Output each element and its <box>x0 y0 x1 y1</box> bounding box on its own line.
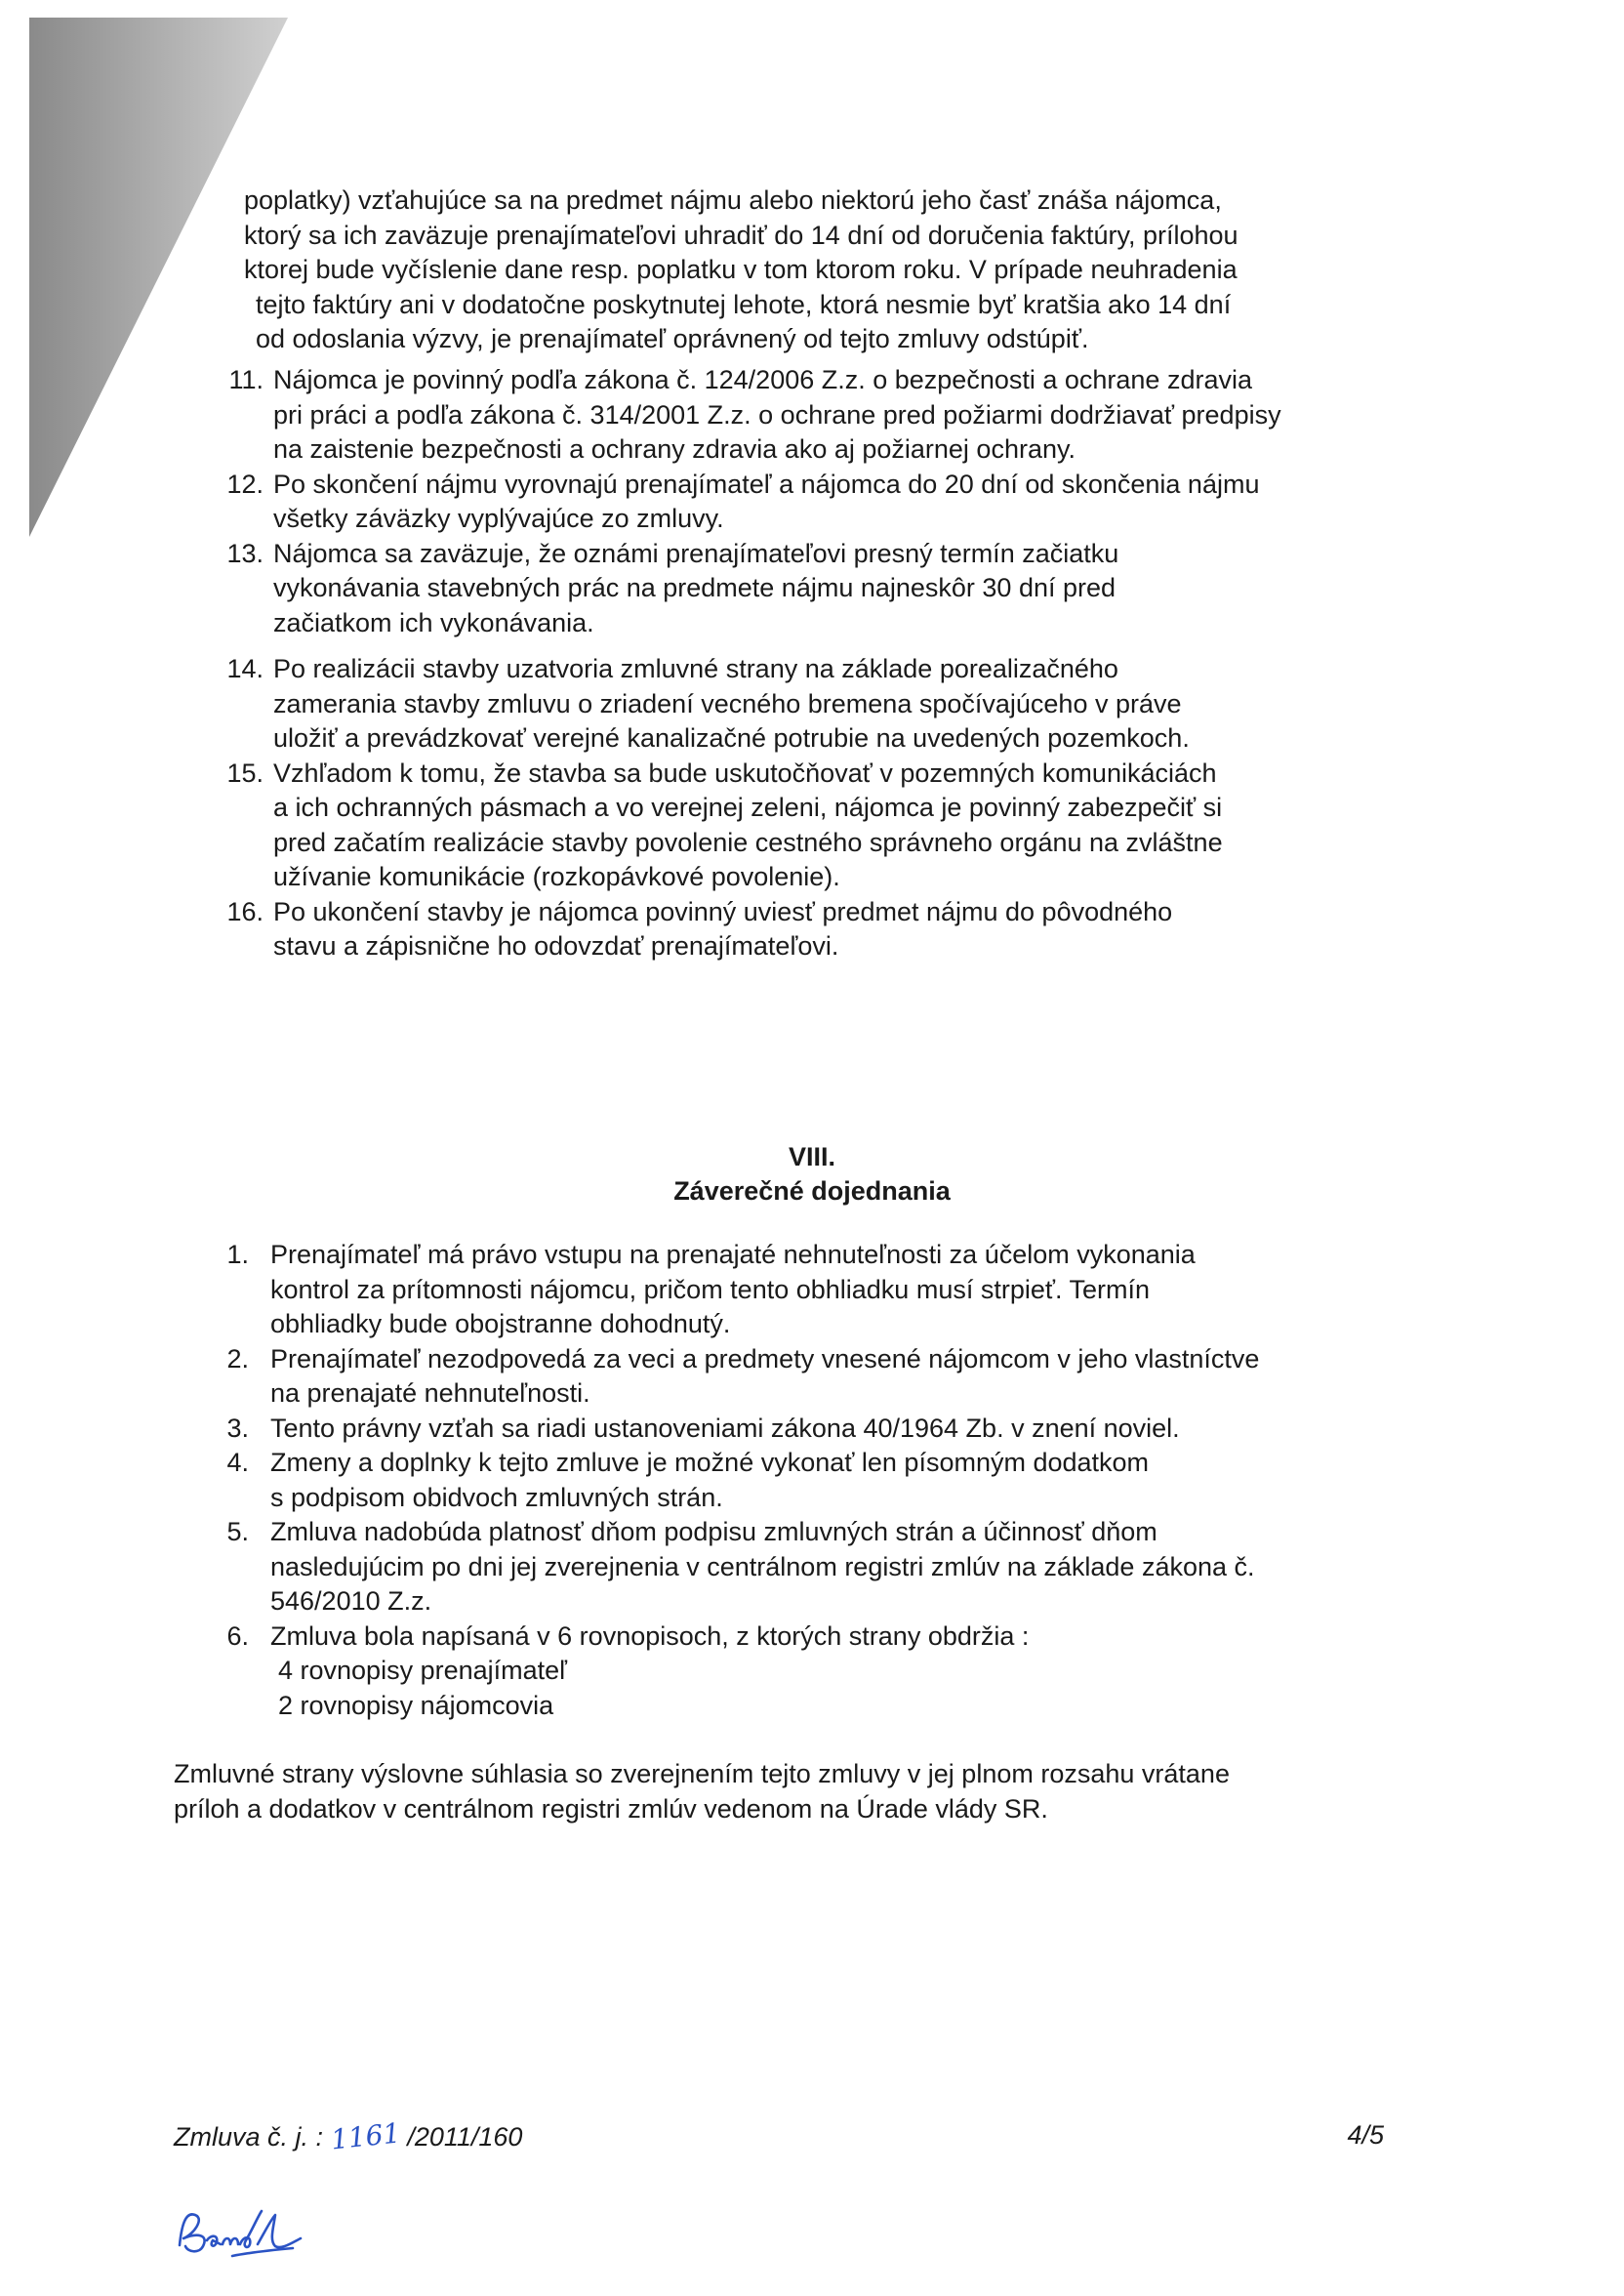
contract-prefix: Zmluva č. j. : <box>174 2122 324 2152</box>
item-text: Tento právny vzťah sa riadi ustanoveniami zákona 40/1964 Zb. v znení noviel. <box>270 1413 1180 1443</box>
item-text: Po ukončení stavby je nájomca povinný uviesť predmet nájmu do pôvodného stavu a zápisnične ho odovzdať prenajímateľovi. <box>273 896 1173 961</box>
item-number: 5. <box>226 1517 249 1546</box>
item-text: Nájomca je povinný podľa zákona č. 124/2006 Z.z. o bezpečnosti a ochrane zdravia pri práci a podľa zákona č. 314/2001 Z.z. o ochrane pred požiarmi dodržiavať predpisy na zaistenie bezpečnosti a ochrany zdravia ako aj požiarnej ochrany. <box>273 365 1281 464</box>
text-line: príloh a dodatkov v centrálnom registri zmlúv vedenom na Úrade vlády SR. <box>174 1793 1048 1824</box>
item-text: Zmluva bola napísaná v 6 rovnopisoch, z ktorých strany obdržia : 4 rovnopisy prenajímateľ 2 rovnopisy nájomcovia <box>270 1620 1420 1724</box>
item-number: 1. <box>226 1240 249 1269</box>
section-vii-list <box>210 363 1420 964</box>
item-number: 3. <box>226 1413 249 1443</box>
list-item <box>210 1238 1420 1342</box>
page-number: 4/5 <box>1347 2120 1384 2150</box>
paragraph-top <box>244 184 1420 357</box>
list-item <box>210 652 1420 757</box>
handwritten-contract-number: 1161 <box>329 2116 402 2156</box>
item-number: 14. <box>226 654 264 683</box>
text-line: tejto faktúry ani v dodatočne poskytnutej lehote, ktorá nesmie byť kratšia ako 14 dní <box>256 289 1232 319</box>
item-number: 15. <box>226 758 264 788</box>
list-item <box>210 895 1420 964</box>
item-number: 4. <box>226 1448 249 1477</box>
item-number: 16. <box>226 896 264 926</box>
item-text: Zmeny a doplnky k tejto zmluve je možné vykonať len písomným dodatkom s podpisom obidvoch zmluvných strán. <box>270 1448 1150 1512</box>
list-item <box>210 1342 1420 1412</box>
final-paragraph <box>174 1757 1418 1826</box>
item-number: 11. <box>228 365 264 394</box>
text-line: od odoslania výzvy, je prenajímateľ oprávnený od tejto zmluvy odstúpiť. <box>256 324 1089 353</box>
item-text: Vzhľadom k tomu, že stavba sa bude uskutočňovať v pozemných komunikáciách a ich ochranných pásmach a vo verejnej zeleni, nájomca je povinný zabezpečiť si pred začatím realizácie stavby povolenie cestného správneho orgánu na zvláštne užívanie komunikácie (rozkopávkové povolenie). <box>273 758 1223 891</box>
section-title: Záverečné dojednania <box>673 1176 951 1206</box>
item-text: Zmluva nadobúda platnosť dňom podpisu zmluvných strán a účinnosť dňom nasledujúcim po dni jej zverejnenia v centrálnom registri zmlúv na základe zákona č. 546/2010 Z.z. <box>270 1517 1255 1616</box>
page-footer <box>174 2116 1384 2156</box>
contract-suffix: /2011/160 <box>407 2122 523 2152</box>
contract-reference <box>174 2116 523 2156</box>
item-text: Prenajímateľ nezodpovedá za veci a predmety vnesené nájomcom v jeho vlastníctve na prenajaté nehnuteľnosti. <box>270 1343 1260 1408</box>
section-number: VIII. <box>788 1142 835 1171</box>
list-item <box>210 363 1420 468</box>
list-item <box>210 1515 1420 1620</box>
text-line: ktorej bude vyčíslenie dane resp. poplatku v tom ktorom roku. V prípade neuhradenia <box>244 255 1238 284</box>
list-item <box>210 757 1420 895</box>
item-number: 12. <box>226 469 264 499</box>
section-viii-list <box>210 1238 1420 1723</box>
handwritten-signature <box>174 2201 310 2270</box>
text-line: ktorý sa ich zaväzuje prenajímateľovi uhradiť do 14 dní od doručenia faktúry, prílohou <box>244 220 1238 250</box>
text-line: Zmluvné strany výslovne súhlasia so zverejnením tejto zmluvy v jej plnom rozsahu vrátane <box>174 1759 1230 1788</box>
text-line: poplatky) vzťahujúce sa na predmet nájmu alebo niektorú jeho časť znáša nájomca, <box>244 185 1222 215</box>
item-number: 2. <box>226 1343 249 1374</box>
list-item <box>210 537 1420 641</box>
list-item <box>210 1620 1420 1724</box>
list-item <box>210 1412 1420 1447</box>
item-text: Po skončení nájmu vyrovnajú prenajímateľ a nájomca do 20 dní od skončenia nájmu všetky záväzky vyplývajúce zo zmluvy. <box>273 469 1260 533</box>
item-text: Po realizácii stavby uzatvoria zmluvné strany na základe porealizačného zamerania stavby zmluvu o zriadení vecného bremena spočívajúceho v práve uložiť a prevádzkovať verejné kanalizačné potrubie na uvedených pozemkoch. <box>273 654 1190 753</box>
list-item <box>210 468 1420 537</box>
list-item <box>210 1446 1420 1515</box>
item-number: 6. <box>226 1620 249 1651</box>
item-text: Prenajímateľ má právo vstupu na prenajaté nehnuteľnosti za účelom vykonania kontrol za prítomnosti nájomcu, pričom tento obhliadku musí strpieť. Termín obhliadky bude obojstranne dohodnutý. <box>270 1240 1196 1338</box>
item-text: Nájomca sa zaväzuje, že oznámi prenajímateľovi presný termín začiatku vykonávania stavebných prác na predmete nájmu najneskôr 30 dní pred začiatkom ich vykonávania. <box>273 538 1119 637</box>
sub-line: 4 rovnopisy prenajímateľ <box>278 1656 568 1685</box>
sub-line: 2 rovnopisy nájomcovia <box>278 1690 554 1720</box>
item-number: 13. <box>226 538 264 568</box>
